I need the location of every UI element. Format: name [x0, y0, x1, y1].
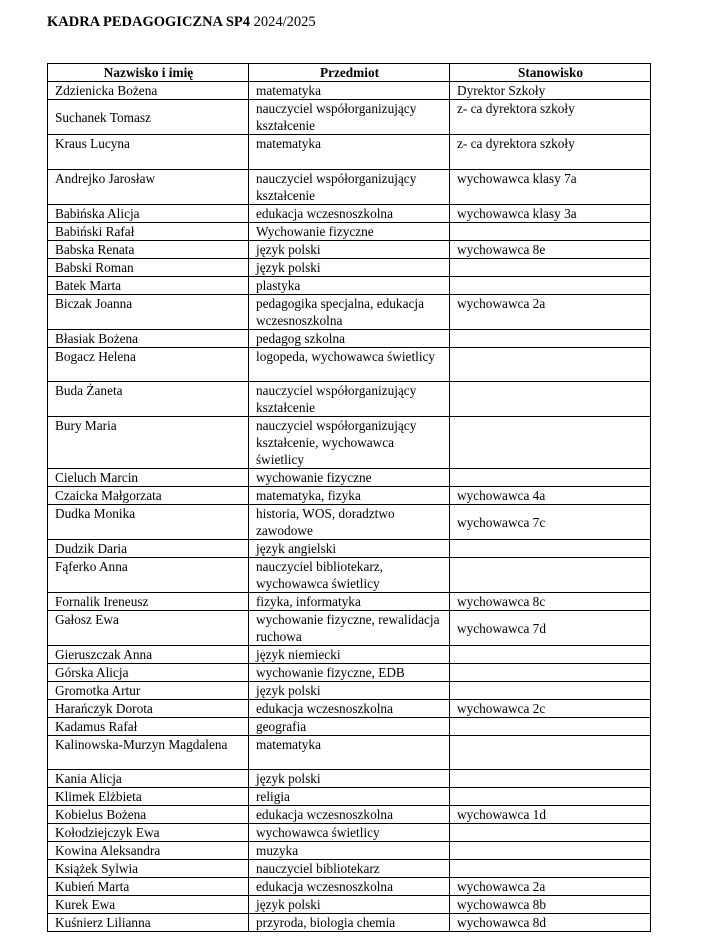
staff-position-cell [450, 223, 651, 241]
staff-position-cell: wychowawca 8d [450, 914, 651, 932]
table-row [48, 788, 651, 806]
table-row [48, 682, 651, 700]
staff-position-cell [450, 330, 651, 348]
staff-subject-cell: fizyka, informatyka [249, 593, 450, 611]
staff-subject-cell: wychowanie fizyczne, rewalidacja ruchowa [249, 611, 450, 646]
staff-name-cell: Gromotka Artur [48, 682, 249, 700]
staff-subject-cell: muzyka [249, 842, 450, 860]
table-row [48, 736, 651, 770]
staff-name-cell: Błasiak Bożena [48, 330, 249, 348]
staff-position-cell: wychowawca 7d [450, 611, 651, 646]
table-row [48, 241, 651, 259]
staff-subject-cell: edukacja wczesnoszkolna [249, 700, 450, 718]
table-row [48, 170, 651, 205]
staff-name-cell: Fąferko Anna [48, 558, 249, 593]
staff-subject-cell: Wychowanie fizyczne [249, 223, 450, 241]
staff-position-cell: wychowawca klasy 7a [450, 170, 651, 205]
staff-position-cell: wychowawca 8c [450, 593, 651, 611]
staff-position-cell: wychowawca 2c [450, 700, 651, 718]
staff-subject-cell: edukacja wczesnoszkolna [249, 806, 450, 824]
table-row [48, 82, 651, 100]
staff-subject-cell: przyroda, biologia chemia [249, 914, 450, 932]
table-row [48, 878, 651, 896]
staff-subject-cell: język polski [249, 682, 450, 700]
table-row [48, 223, 651, 241]
table-row [48, 824, 651, 842]
staff-position-cell [450, 417, 651, 469]
staff-name-cell: Gieruszczak Anna [48, 646, 249, 664]
staff-position-cell [450, 540, 651, 558]
staff-subject-cell: religia [249, 788, 450, 806]
staff-position-cell [450, 682, 651, 700]
staff-name-cell: Bogacz Helena [48, 348, 249, 382]
staff-position-cell: wychowawca 8e [450, 241, 651, 259]
staff-name-cell: Kowina Aleksandra [48, 842, 249, 860]
staff-position-cell [450, 646, 651, 664]
table-row [48, 330, 651, 348]
staff-subject-cell: nauczyciel współorganizujący kształcenie, wychowawca świetlicy [249, 417, 450, 469]
staff-subject-cell: nauczyciel współorganizujący kształcenie [249, 100, 450, 135]
document-title-main: KADRA PEDAGOGICZNA SP4 [47, 14, 251, 30]
staff-name-cell: Babski Roman [48, 259, 249, 277]
staff-position-cell [450, 558, 651, 593]
table-row [48, 860, 651, 878]
staff-name-cell: Babińska Alicja [48, 205, 249, 223]
staff-subject-cell: geografia [249, 718, 450, 736]
table-row [48, 700, 651, 718]
staff-subject-cell: nauczyciel bibliotekarz, wychowawca świetlicy [249, 558, 450, 593]
table-row [48, 348, 651, 382]
staff-subject-cell: wychowanie fizyczne, EDB [249, 664, 450, 682]
staff-subject-cell: wychowawca świetlicy [249, 824, 450, 842]
staff-name-cell: Buda Żaneta [48, 382, 249, 417]
table-row [48, 469, 651, 487]
staff-table-body [48, 82, 651, 932]
staff-name-cell: Kalinowska-Murzyn Magdalena [48, 736, 249, 770]
table-row [48, 806, 651, 824]
table-row [48, 593, 651, 611]
table-row [48, 259, 651, 277]
staff-subject-cell: logopeda, wychowawca świetlicy [249, 348, 450, 382]
staff-subject-cell: język polski [249, 770, 450, 788]
table-row [48, 487, 651, 505]
staff-name-cell: Gałosz Ewa [48, 611, 249, 646]
staff-name-cell: Babska Renata [48, 241, 249, 259]
table-row [48, 205, 651, 223]
staff-name-cell: Dudzik Daria [48, 540, 249, 558]
table-row [48, 135, 651, 170]
staff-position-cell: wychowawca klasy 3a [450, 205, 651, 223]
table-row [48, 646, 651, 664]
staff-name-cell: Babiński Rafał [48, 223, 249, 241]
staff-name-cell: Książek Sylwia [48, 860, 249, 878]
staff-position-cell: z- ca dyrektora szkoły [450, 135, 651, 170]
staff-subject-cell: matematyka [249, 135, 450, 170]
document-title [47, 13, 316, 31]
staff-position-cell: wychowawca 1d [450, 806, 651, 824]
staff-name-cell: Zdzienicka Bożena [48, 82, 249, 100]
staff-name-cell: Kobielus Bożena [48, 806, 249, 824]
staff-position-cell [450, 664, 651, 682]
staff-name-cell: Czaicka Małgorzata [48, 487, 249, 505]
staff-position-cell [450, 277, 651, 295]
table-row [48, 382, 651, 417]
staff-subject-cell: matematyka [249, 82, 450, 100]
staff-name-cell: Kuśnierz Lilianna [48, 914, 249, 932]
staff-name-cell: Biczak Joanna [48, 295, 249, 330]
staff-name-cell: Kadamus Rafał [48, 718, 249, 736]
staff-position-cell: wychowawca 7c [450, 505, 651, 540]
staff-position-cell: wychowawca 4a [450, 487, 651, 505]
staff-name-cell: Bury Maria [48, 417, 249, 469]
staff-position-cell [450, 770, 651, 788]
staff-name-cell: Kania Alicja [48, 770, 249, 788]
staff-subject-cell: język polski [249, 241, 450, 259]
staff-position-cell [450, 259, 651, 277]
column-header-position: Stanowisko [450, 64, 651, 82]
table-row [48, 558, 651, 593]
staff-name-cell: Suchanek Tomasz [48, 100, 249, 135]
staff-position-cell: wychowawca 2a [450, 295, 651, 330]
table-row [48, 896, 651, 914]
staff-subject-cell: edukacja wczesnoszkolna [249, 878, 450, 896]
table-row [48, 540, 651, 558]
staff-position-cell [450, 348, 651, 382]
staff-name-cell: Kubień Marta [48, 878, 249, 896]
staff-name-cell: Górska Alicja [48, 664, 249, 682]
staff-name-cell: Kurek Ewa [48, 896, 249, 914]
staff-subject-cell: język angielski [249, 540, 450, 558]
table-row [48, 277, 651, 295]
staff-position-cell: wychowawca 2a [450, 878, 651, 896]
staff-name-cell: Fornalik Ireneusz [48, 593, 249, 611]
staff-subject-cell: nauczyciel współorganizujący kształcenie [249, 170, 450, 205]
staff-position-cell: Dyrektor Szkoły [450, 82, 651, 100]
staff-position-cell [450, 788, 651, 806]
column-header-subject: Przedmiot [249, 64, 450, 82]
table-row [48, 718, 651, 736]
table-row [48, 842, 651, 860]
staff-position-cell [450, 382, 651, 417]
table-row [48, 914, 651, 932]
staff-subject-cell: plastyka [249, 277, 450, 295]
staff-subject-cell: matematyka [249, 736, 450, 770]
table-row [48, 611, 651, 646]
staff-subject-cell: pedagogika specjalna, edukacja wczesnoszkolna [249, 295, 450, 330]
table-row [48, 664, 651, 682]
staff-subject-cell: edukacja wczesnoszkolna [249, 205, 450, 223]
staff-name-cell: Batek Marta [48, 277, 249, 295]
staff-subject-cell: wychowanie fizyczne [249, 469, 450, 487]
staff-subject-cell: nauczyciel bibliotekarz [249, 860, 450, 878]
column-header-name: Nazwisko i imię [48, 64, 249, 82]
table-row [48, 100, 651, 135]
header-row [48, 64, 651, 82]
staff-position-cell [450, 736, 651, 770]
staff-name-cell: Cieluch Marcin [48, 469, 249, 487]
staff-name-cell: Dudka Monika [48, 505, 249, 540]
staff-name-cell: Kraus Lucyna [48, 135, 249, 170]
document-title-year: 2024/2025 [253, 14, 316, 30]
staff-subject-cell: język niemiecki [249, 646, 450, 664]
staff-position-cell [450, 824, 651, 842]
staff-name-cell: Klimek Elżbieta [48, 788, 249, 806]
staff-subject-cell: pedagog szkolna [249, 330, 450, 348]
staff-table-header [48, 64, 651, 82]
staff-subject-cell: historia, WOS, doradztwo zawodowe [249, 505, 450, 540]
table-row [48, 417, 651, 469]
staff-name-cell: Kołodziejczyk Ewa [48, 824, 249, 842]
staff-position-cell [450, 718, 651, 736]
staff-position-cell [450, 860, 651, 878]
staff-position-cell [450, 842, 651, 860]
staff-name-cell: Andrejko Jarosław [48, 170, 249, 205]
staff-position-cell: wychowawca 8b [450, 896, 651, 914]
table-row [48, 770, 651, 788]
staff-subject-cell: język polski [249, 896, 450, 914]
table-row [48, 505, 651, 540]
staff-position-cell: z- ca dyrektora szkoły [450, 100, 651, 135]
table-row [48, 295, 651, 330]
staff-table [47, 63, 651, 932]
staff-name-cell: Harańczyk Dorota [48, 700, 249, 718]
staff-position-cell [450, 469, 651, 487]
staff-subject-cell: język polski [249, 259, 450, 277]
staff-subject-cell: nauczyciel współorganizujący kształcenie [249, 382, 450, 417]
staff-subject-cell: matematyka, fizyka [249, 487, 450, 505]
